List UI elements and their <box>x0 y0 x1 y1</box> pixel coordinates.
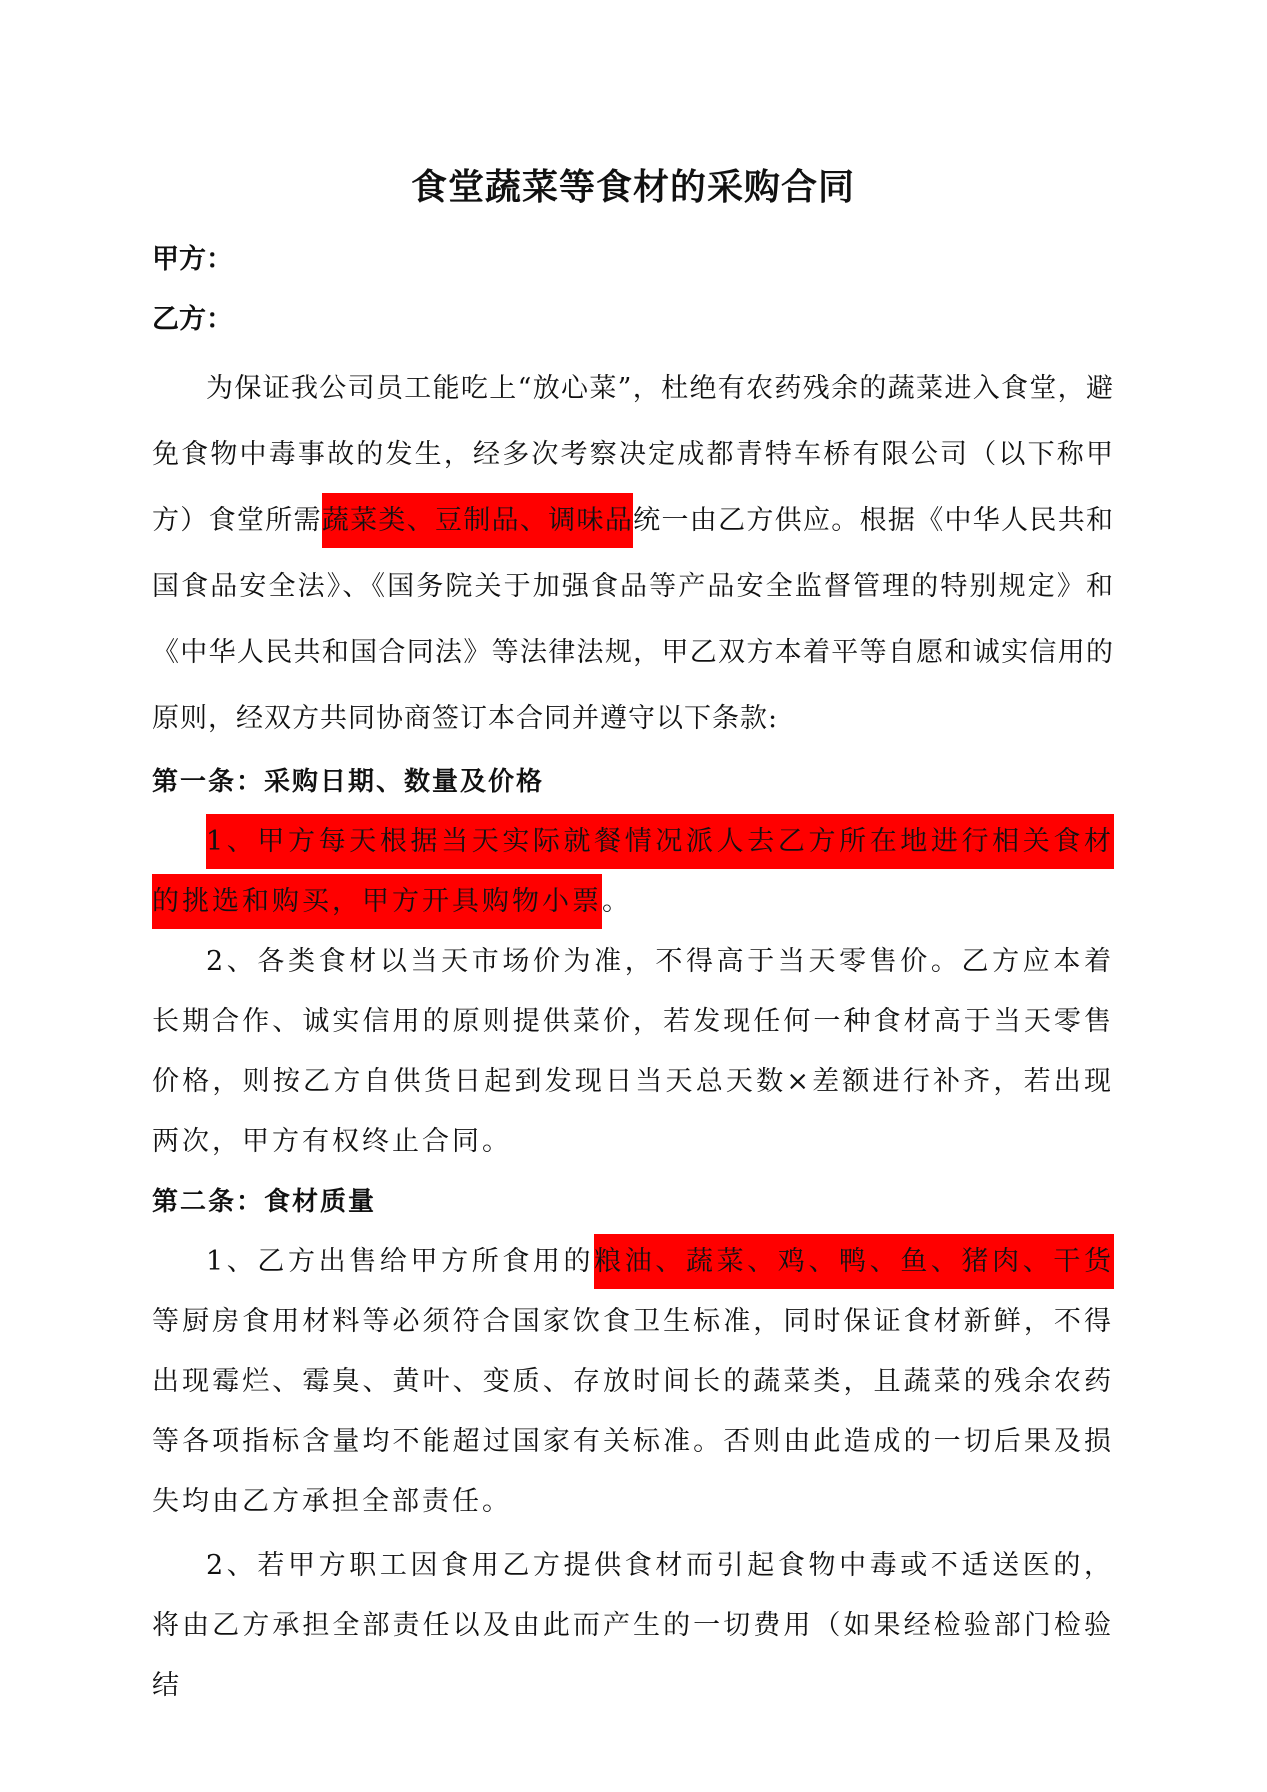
article-1-heading: 第一条：采购日期、数量及价格 <box>152 767 545 797</box>
party-a-label: 甲方： <box>152 244 233 275</box>
intro-paragraph <box>152 356 1114 752</box>
article-2-item-1-after: 等厨房食用材料等必须符合国家饮食卫生标准，同时保证食材新鲜，不得出现霉烂、霉臭、黄叶、变质、存放时间长的蔬菜类，且蔬菜的残余农药等各项指标含量均不能超过国家有关标准。否则由此造成的一切后果及损失均由乙方承担全部责任。 <box>152 1306 1114 1517</box>
party-b-label: 乙方： <box>152 304 233 335</box>
intro-text-after: 统一由乙方供应。根据《中华人民共和国食品安全法》、《国务院关于加强食品等产品安全监督管理的特别规定》和《中华人民共和国合同法》等法律法规，甲乙双方本着平等自愿和诚实信用的原则，经双方共同协商签订本合同并遵守以下条款: <box>152 505 1115 734</box>
highlight-ingredient-list: 粮油、蔬菜、鸡、鸭、鱼、猪肉、干货 <box>594 1234 1114 1289</box>
article-1-item-1-end: 。 <box>602 886 632 917</box>
article-2-heading: 第二条：食材质量 <box>152 1187 377 1217</box>
document-title: 食堂蔬菜等食材的采购合同 <box>410 167 855 208</box>
highlight-purchase-procedure: 1、甲方每天根据当天实际就餐情况派人去乙方所在地进行相关食材的挑选和购买，甲方开具购物小票 <box>152 814 1114 929</box>
article-1-item-1 <box>152 812 1114 932</box>
article-1-item-2: 2、各类食材以当天市场价为准，不得高于当天零售价。乙方应本着长期合作、诚实信用的原则提供菜价，若发现任何一种食材高于当天零售价格，则按乙方自供货日起到发现日当天总天数×差额进行补齐，若出现两次，甲方有权终止合同。 <box>152 946 1114 1157</box>
article-2-item-1 <box>152 1232 1114 1532</box>
highlight-food-categories: 蔬菜类、豆制品、调味品 <box>322 493 633 548</box>
article-2-item-1-before: 1、乙方出售给甲方所食用的 <box>206 1246 595 1277</box>
intro-text-before: 为保证我公司员工能吃上“放心菜”，杜绝有农药残余的蔬菜进入食堂，避免食物中毒事故的发生，经多次考察决定成都青特车桥有限公司（以下称甲方）食堂所需 <box>152 373 1114 536</box>
article-2-item-2: 2、若甲方职工因食用乙方提供食材而引起食物中毒或不适送医的，将由乙方承担全部责任以及由此而产生的一切费用（如果经检验部门检验结 <box>152 1550 1114 1701</box>
contract-page <box>152 160 1114 1716</box>
